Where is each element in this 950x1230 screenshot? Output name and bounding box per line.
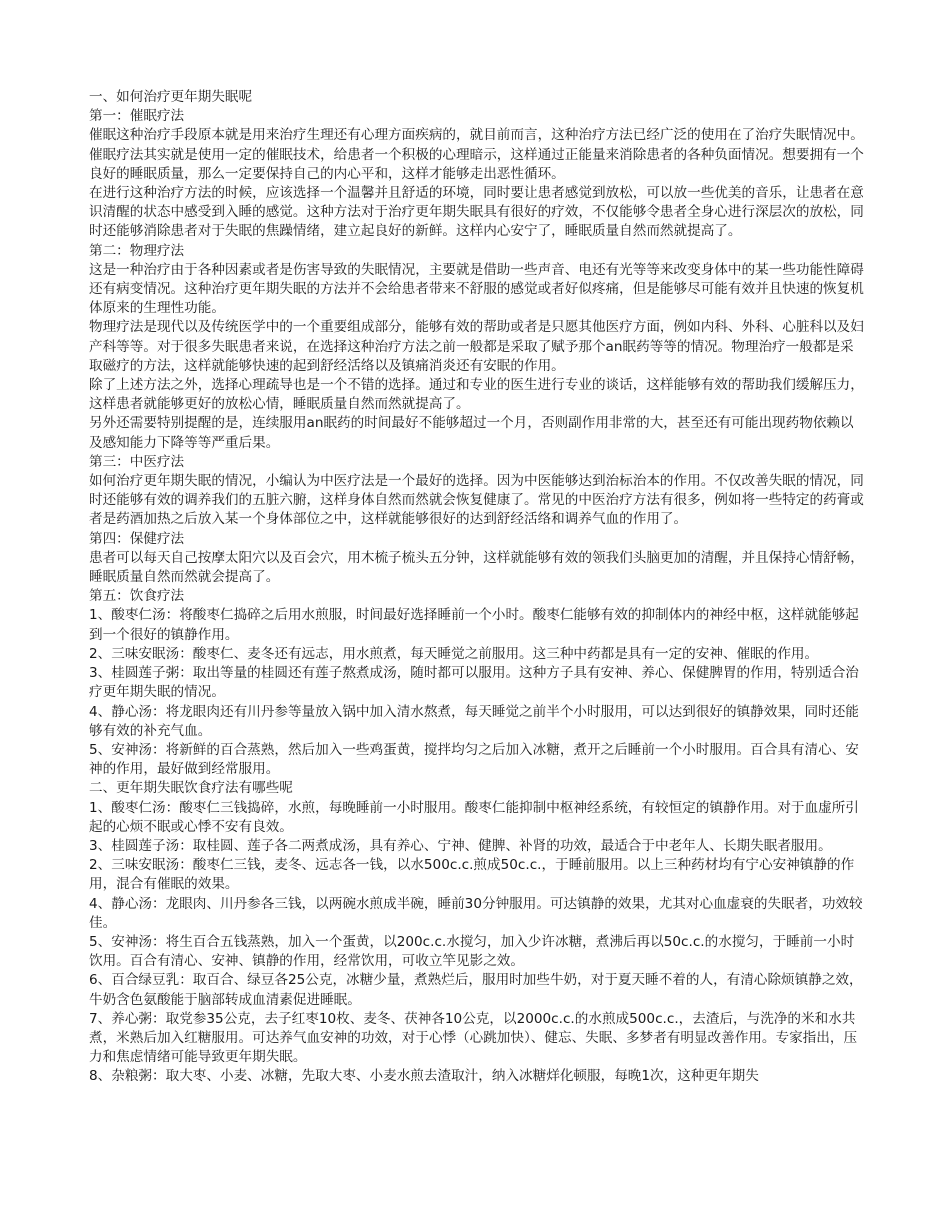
paragraph: 2、三味安眠汤：酸枣仁三钱，麦冬、远志各一钱，以水500c.c.煎成50c.c.，于睡前服用。以上三种药材均有宁心安神镇静的作用，混合有催眠的效果。 [89, 857, 855, 893]
section-heading: 第三：中医疗法 [89, 453, 185, 470]
paragraph: 1、酸枣仁汤：将酸枣仁捣碎之后用水煎服，时间最好选择睡前一个小时。酸枣仁能够有效的抑制体内的神经中枢，这样就能够起到一个很好的镇静作用。 [89, 607, 859, 643]
section-heading: 一、如何治疗更年期失眠呢 [89, 89, 253, 105]
section-heading: 第五：饮食疗法 [89, 588, 185, 605]
paragraph: 物理疗法是现代以及传统医学中的一个重要组成部分，能够有效的帮助或者是只愿其他医疗方面，例如内科、外科、心脏科以及妇产科等等。对于很多失眠患者来说，在选择这种治疗方法之前一般都是采取了赋予那个an眠药等等的情况。物理治疗一般都是采取磁疗的方法，这样就能够快速的起到舒经活络以及镇痛消炎还有安眠的作用。 [89, 319, 864, 374]
paragraph: 3、桂圆莲子汤：取桂圆、莲子各二两煮成汤，具有养心、宁神、健脾、补肾的功效，最适合于中老年人、长期失眠者服用。 [89, 837, 832, 854]
paragraph: 在进行这种治疗方法的时候，应该选择一个温馨并且舒适的环境，同时要让患者感觉到放松，可以放一些优美的音乐，让患者在意识清醒的状态中感受到入睡的感觉。这种方法对于治疗更年期失眠具有很好的疗效，不仅能够令患者全身心进行深层次的放松，同时还能够消除患者对于失眠的焦躁情绪，建立起良好的新鲜。这样内心安宁了，睡眠质量自然而然就提高了。 [89, 185, 864, 240]
section-heading: 第二：物理疗法 [89, 242, 185, 259]
paragraph: 2、三味安眠汤：酸枣仁、麦冬还有远志，用水煎煮，每天睡觉之前服用。这三种中药都是具有一定的安神、催眠的作用。 [89, 645, 819, 662]
section-heading: 二、更年期失眠饮食疗法有哪些呢 [89, 780, 293, 797]
paragraph: 7、养心粥：取党参35公克，去子红枣10枚、麦冬、茯神各10公克，以2000c.c.的水煎成500c.c.，去渣后，与洗净的米和水共煮，米熟后加入红糖服用。可达养气血安神的功效，对于心悸（心跳加快）、健忘、失眠、多梦者有明显改善作用。专家指出，压力和焦虑情绪可能导致更年期失眠。 [89, 1010, 858, 1066]
paragraph: 患者可以每天自己按摩太阳穴以及百会穴，用木梳子梳头五分钟，这样就能够有效的领我们头脑更加的清醒，并且保持心情舒畅，睡眠质量自然而然就会提高了。 [89, 549, 864, 586]
paragraph: 如何治疗更年期失眠的情况，小编认为中医疗法是一个最好的选择。因为中医能够达到治标治本的作用。不仅改善失眠的情况，同时还能够有效的调养我们的五脏六腑，这样身体自然而然就会恢复健康了。常见的中医治疗方法有很多，例如将一些特定的药膏或者是药酒加热之后放入某一个身体部位之中，这样就能够很好的达到舒经活络和调养气血的作用了。 [89, 473, 864, 528]
paragraph: 4、静心汤：将龙眼肉还有川丹参等量放入锅中加入清水熬煮，每天睡觉之前半个小时服用，可以达到很好的镇静效果，同时还能够有效的补充气血。 [89, 703, 859, 739]
paragraph: 5、安神汤：将生百合五钱蒸熟，加入一个蛋黄，以200c.c.水搅匀，加入少许冰糖，煮沸后再以50c.c.的水搅匀，于睡前一小时饮用。百合有清心、安神、镇静的作用，经常饮用，可收立竿见影之效。 [89, 933, 855, 970]
paragraph: 5、安神汤：将新鲜的百合蒸熟，然后加入一些鸡蛋黄，搅拌均匀之后加入冰糖，煮开之后睡前一个小时服用。百合具有清心、安神的作用，最好做到经常服用。 [89, 741, 859, 778]
section-heading: 第一：催眠疗法 [89, 108, 185, 125]
paragraph: 这是一种治疗由于各种因素或者是伤害导致的失眠情况，主要就是借助一些声音、电还有光等等来改变身体中的某一些功能性障碍还有病变情况。这种治疗更年期失眠的方法并不会给患者带来不舒服的感觉或者好似疼痛，但是能够尽可能有效并且快速的恢复机体原来的生理性功能。 [89, 261, 864, 317]
paragraph: 催眠疗法其实就是使用一定的催眠技术，给患者一个积极的心理暗示，这样通过正能量来消除患者的各种负面情况。想要拥有一个良好的睡眠质量，那么一定要保持自己的内心平和，这样才能够走出恶性循环。 [89, 146, 864, 182]
paragraph: 除了上述方法之外，选择心理疏导也是一个不错的选择。通过和专业的医生进行专业的谈话，这样能够有效的帮助我们缓解压力，这样患者就能够更好的放松心情，睡眠质量自然而然就提高了。 [89, 377, 864, 413]
section-heading: 第四：保健疗法 [89, 530, 185, 547]
paragraph: 另外还需要特别提醒的是，连续服用an眠药的时间最好不能够超过一个月，否则副作用非常的大，甚至还有可能出现药物依赖以及感知能力下降等等严重后果。 [89, 415, 854, 451]
paragraph: 6、百合绿豆乳：取百合、绿豆各25公克，冰糖少量，煮熟烂后，服用时加些牛奶，对于夏天睡不着的人，有清心除烦镇静之效，牛奶含色氨酸能于脑部转成血清素促进睡眠。 [89, 972, 863, 1008]
paragraph: 1、酸枣仁汤：酸枣仁三钱捣碎，水煎，每晚睡前一小时服用。酸枣仁能抑制中枢神经系统，有较恒定的镇静作用。对于血虚所引起的心烦不眠或心悸不安有良效。 [89, 799, 859, 835]
paragraph: 3、桂圆莲子粥：取出等量的桂圆还有莲子熬煮成汤，随时都可以服用。这种方子具有安神、养心、保健脾胃的作用，特别适合治疗更年期失眠的情况。 [89, 665, 859, 701]
paragraph: 催眠这种治疗手段原本就是用来治疗生理还有心理方面疾病的，就目前而言，这种治疗方法已经广泛的使用在了治疗失眠情况中。 [89, 127, 864, 144]
paragraph: 4、静心汤：龙眼肉、川丹参各三钱，以两碗水煎成半碗，睡前30分钟服用。可达镇静的效果，尤其对心血虚衰的失眠者，功效较佳。 [89, 895, 863, 931]
document-body [89, 88, 864, 1087]
paragraph: 8、杂粮粥：取大枣、小麦、冰糖，先取大枣、小麦水煎去渣取汁，纳入冰糖烊化顿服，每晚1次，这种更年期失 [89, 1068, 759, 1085]
